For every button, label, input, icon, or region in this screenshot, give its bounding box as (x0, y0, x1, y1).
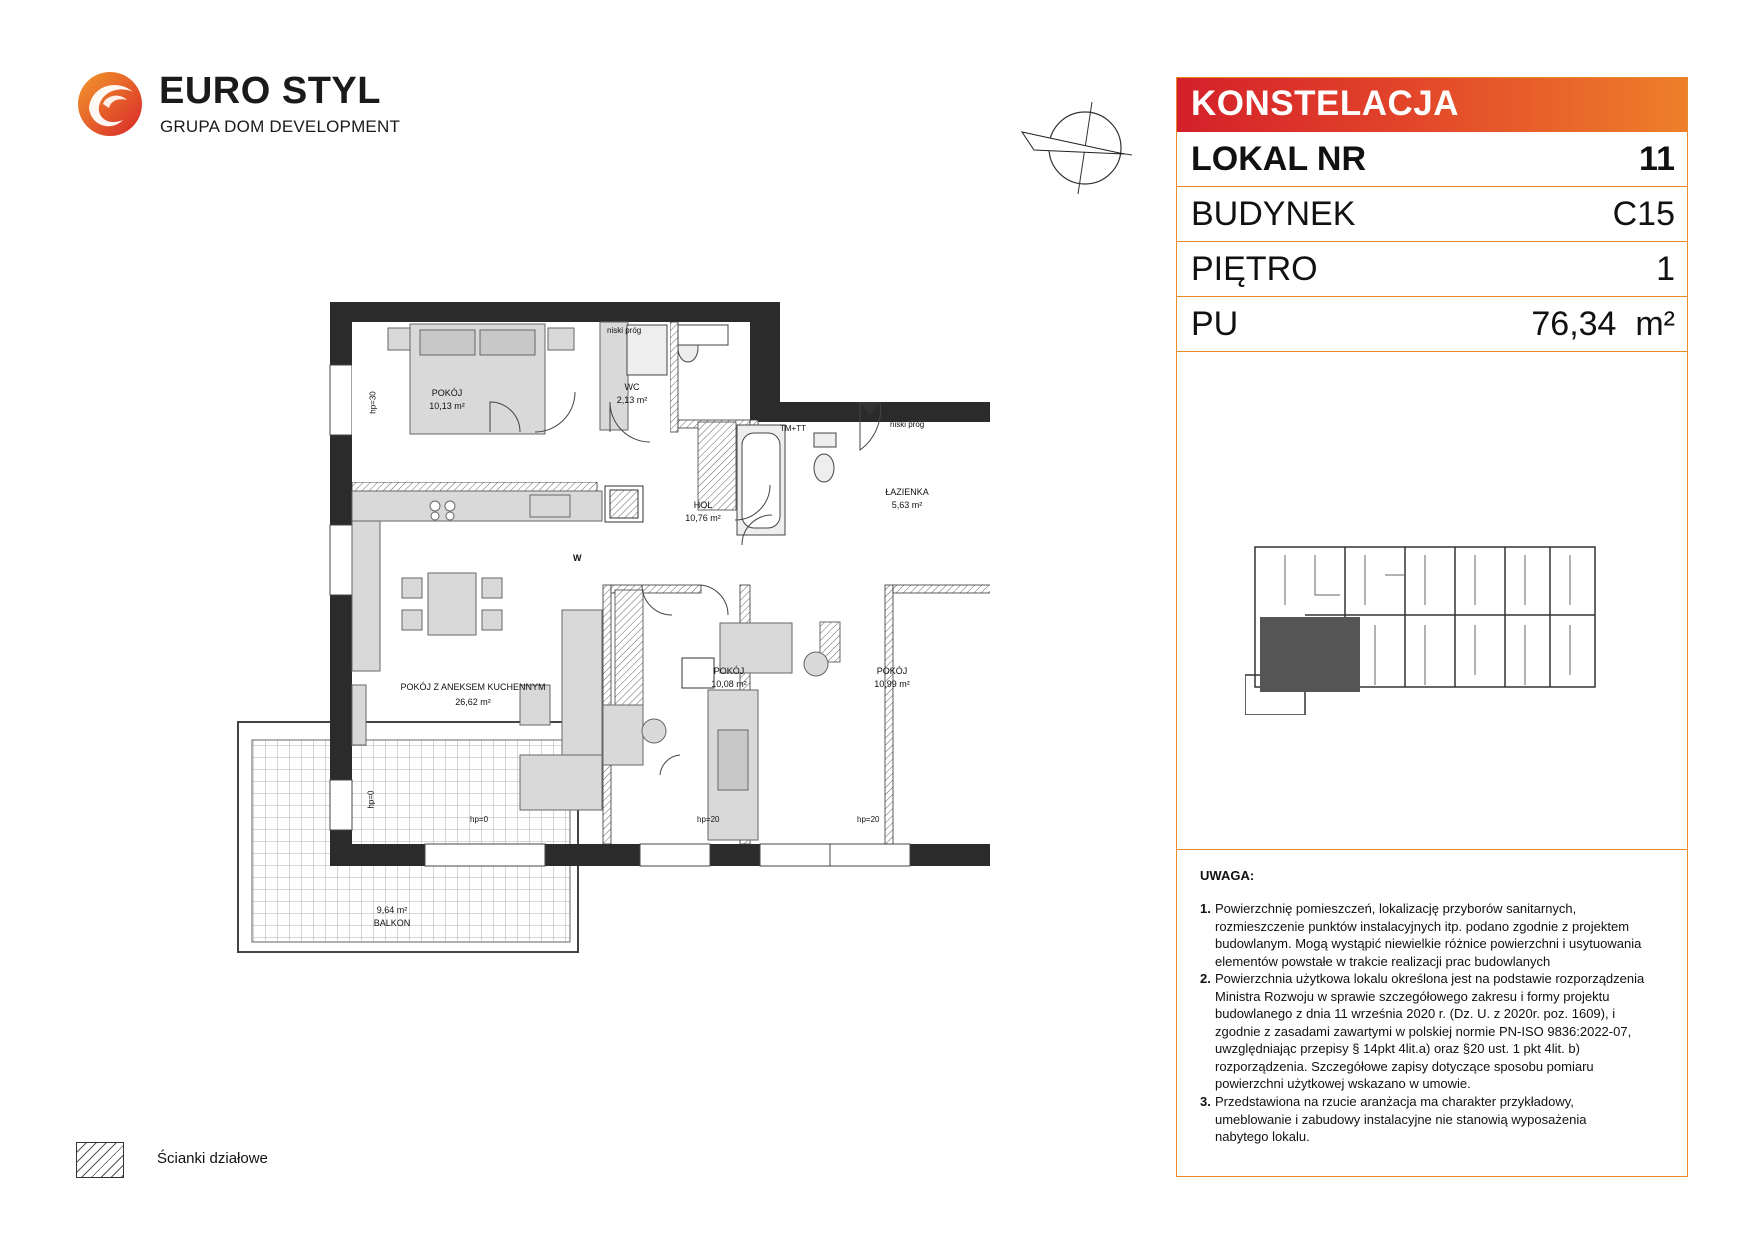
note-item (1200, 1093, 1650, 1146)
room-area-label: 10,76 m² (685, 513, 721, 523)
room-area-label: 10,08 m² (711, 679, 747, 689)
hp-label: hp=0 (366, 790, 376, 809)
floor-key: PIĘTRO (1191, 250, 1318, 288)
low-threshold-label: niski próg (890, 420, 925, 429)
room-area-label: 5,63 m² (891, 500, 923, 510)
project-name: KONSTELACJA (1191, 84, 1460, 123)
room-name-label: POKÓJ (876, 666, 908, 676)
notes-divider (1177, 849, 1687, 850)
notes-title: UWAGA: (1200, 868, 1255, 883)
room-name-label: POKÓJ (713, 666, 745, 676)
usable-area-value: 76,34 m² (1531, 305, 1675, 343)
usable-area-key: PU (1191, 305, 1239, 343)
unit-number-row (1177, 132, 1687, 187)
room-name-label: WC (624, 382, 640, 392)
logo-subtitle: GRUPA DOM DEVELOPMENT (160, 117, 401, 136)
note-text: Przedstawiona na rzucie aranżacja ma charakter przykładowy, umeblowanie i zabudowy instalacyjne nie stanowią wyposażenia nabytego lokalu. (1215, 1094, 1587, 1144)
north-arrow-icon (1020, 98, 1140, 198)
room-area-label: 9,64 m² (376, 905, 408, 915)
partition-wall-swatch (76, 1142, 124, 1178)
room-name-label: BALKON (373, 918, 411, 928)
room-area-label: 10,99 m² (874, 679, 910, 689)
room-name-label: ŁAZIENKA (885, 487, 929, 497)
note-number: 3. (1200, 1094, 1211, 1109)
hp-label: hp=0 (470, 815, 489, 824)
building-value: C15 (1612, 195, 1675, 233)
low-threshold-label: niski próg (607, 326, 642, 335)
floor-value: 1 (1656, 250, 1675, 288)
eurostyl-logo-icon (75, 68, 145, 140)
room-name-label: POKÓJ Z ANEKSEM KUCHENNYM (400, 682, 546, 692)
hp-label: hp=20 (857, 815, 880, 824)
floor-plan (230, 290, 990, 970)
unit-number-value: 11 (1639, 140, 1675, 178)
room-name-label: POKÓJ (431, 388, 463, 398)
room-area-label: 26,62 m² (455, 697, 491, 707)
room-area-label: 2,13 m² (616, 395, 648, 405)
note-number: 2. (1200, 971, 1211, 986)
hp-label: hp=20 (697, 815, 720, 824)
unit-number-key: LOKAL NR (1191, 140, 1367, 178)
hp-label: hp=30 (368, 391, 378, 414)
logo-brand: EURO STYL (159, 70, 381, 112)
building-key: BUDYNEK (1191, 195, 1356, 233)
room-area-label: 10,13 m² (429, 401, 465, 411)
building-row (1177, 187, 1687, 242)
usable-area-row (1177, 297, 1687, 352)
tm-tt-label: TM+TT (780, 424, 806, 433)
note-item (1200, 970, 1650, 1093)
note-item (1200, 900, 1650, 970)
room-name-label: HOL (693, 500, 713, 510)
project-header (1177, 78, 1687, 132)
floor-row (1177, 242, 1687, 297)
note-text: Powierzchnia użytkowa lokalu określona jest na podstawie rozporządzenia Ministra Rozwoju w sprawie szczegółowego zakresu i formy projektu budowlanego z dnia 11 września 2020 r. (Dz. U. z 2020r. poz. 1609), i zgodnie z zasadami zawartymi w polskiej normie PN-ISO 9836:2022-07, uwzględniając przepisy § 14pkt 4lit.a) oraz §20 ust. 1 pkt 4lit. b) rozporządzenia. Szczegółowe zapisy dotyczące sposobu pomiaru powierzchni użytkowej wskazano w umowie. (1215, 971, 1645, 1091)
legend-label: Ścianki działowe (157, 1150, 268, 1167)
ventilation-label: W (573, 553, 582, 563)
note-text: Powierzchnię pomieszczeń, lokalizację przyborów sanitarnych, rozmieszczenie punktów instalacyjnych itp. podano zgodnie z projektem budowlanym. Mogą wystąpić niewielkie różnice powierzchni i usytuowania elementów powstałe w trakcie realizacji prac budowlanych (1215, 901, 1642, 969)
note-number: 1. (1200, 901, 1211, 916)
